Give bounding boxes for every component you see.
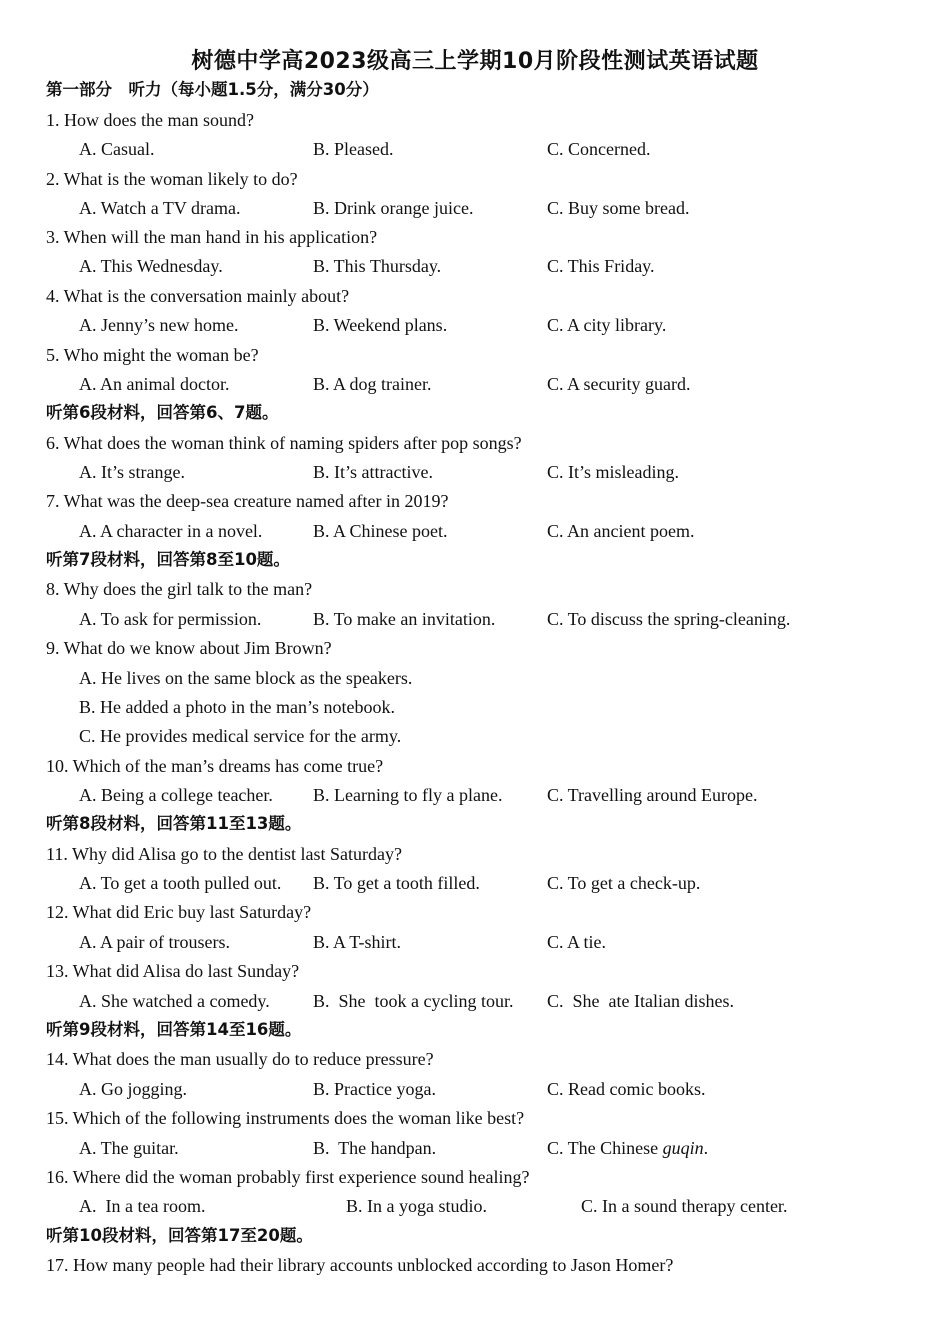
question-12: 12. What did Eric buy last Saturday?: [46, 902, 312, 922]
option-a: A. An animal doctor.: [79, 374, 230, 394]
option-c: C. This Friday.: [547, 256, 655, 276]
question-1: 1. How does the man sound?: [46, 110, 254, 130]
question-10: 10. Which of the man’s dreams has come true?: [46, 756, 384, 776]
question-6: 6. What does the woman think of naming spiders after pop songs?: [46, 433, 522, 453]
option-a: A. Watch a TV drama.: [79, 198, 241, 218]
option-a: A. Being a college teacher.: [79, 785, 273, 805]
option-c-end: .: [703, 1138, 709, 1158]
option-c: C. An ancient poem.: [547, 521, 695, 541]
option-c: C. It’s misleading.: [547, 462, 679, 482]
section-heading-6: 听第6段材料，回答第6、7题。: [46, 403, 279, 422]
option-a: A. A pair of trousers.: [79, 932, 230, 952]
option-c: C. Concerned.: [547, 139, 651, 159]
options-10: [0, 783, 950, 807]
question-2: 2. What is the woman likely to do?: [46, 169, 298, 189]
option-b: B. A dog trainer.: [313, 374, 432, 394]
option-b: B. She took a cycling tour.: [313, 991, 514, 1011]
option-a: A. She watched a comedy.: [79, 991, 270, 1011]
options-14: [0, 1077, 950, 1101]
option-c: C. In a sound therapy center.: [581, 1196, 788, 1216]
option-c-text: C. The Chinese: [547, 1138, 663, 1158]
option-a: A. Jenny’s new home.: [79, 315, 239, 335]
question-14: 14. What does the man usually do to reduce pressure?: [46, 1049, 434, 1069]
option-b: B. To make an invitation.: [313, 609, 496, 629]
option-b: B. It’s attractive.: [313, 462, 433, 482]
question-3: 3. When will the man hand in his application?: [46, 227, 378, 247]
option-c: C. Read comic books.: [547, 1079, 706, 1099]
options-7: [0, 519, 950, 543]
option-a: A. Casual.: [79, 139, 155, 159]
option-b: B. In a yoga studio.: [346, 1196, 487, 1216]
options-5: [0, 372, 950, 396]
option-b: B. He added a photo in the man’s notebook.: [79, 697, 395, 717]
option-c: C. A city library.: [547, 315, 667, 335]
options-3: [0, 254, 950, 278]
question-7: 7. What was the deep-sea creature named after in 2019?: [46, 491, 449, 511]
question-15: 15. Which of the following instruments does the woman like best?: [46, 1108, 525, 1128]
section-heading-7: 听第7段材料，回答第8至10题。: [46, 550, 290, 569]
option-b: B. Practice yoga.: [313, 1079, 436, 1099]
option-b: B. Drink orange juice.: [313, 198, 474, 218]
options-16: [0, 1194, 950, 1218]
part1-heading: 第一部分 听力（每小题1.5分，满分30分）: [46, 80, 379, 99]
option-a: A. To ask for permission.: [79, 609, 262, 629]
options-2: [0, 196, 950, 220]
option-c: C. To get a check-up.: [547, 873, 701, 893]
options-15: [0, 1136, 950, 1160]
question-9: 9. What do we know about Jim Brown?: [46, 638, 332, 658]
option-b: B. A T-shirt.: [313, 932, 402, 952]
question-11: 11. Why did Alisa go to the dentist last Saturday?: [46, 844, 402, 864]
question-4: 4. What is the conversation mainly about?: [46, 286, 350, 306]
option-b: B. A Chinese poet.: [313, 521, 448, 541]
question-8: 8. Why does the girl talk to the man?: [46, 579, 313, 599]
option-c: [547, 1136, 708, 1160]
options-12: [0, 930, 950, 954]
option-a: A. A character in a novel.: [79, 521, 263, 541]
options-11: [0, 871, 950, 895]
section-heading-9: 听第9段材料，回答第14至16题。: [46, 1020, 302, 1039]
option-a: A. To get a tooth pulled out.: [79, 873, 282, 893]
section-heading-10: 听第10段材料，回答第17至20题。: [46, 1226, 313, 1245]
option-a: A. The guitar.: [79, 1138, 179, 1158]
option-c: C. Buy some bread.: [547, 198, 690, 218]
option-c: C. A tie.: [547, 932, 607, 952]
options-8: [0, 607, 950, 631]
option-a: A. He lives on the same block as the speakers.: [79, 668, 413, 688]
option-a: A. This Wednesday.: [79, 256, 223, 276]
option-b: B. Learning to fly a plane.: [313, 785, 503, 805]
option-a: A. It’s strange.: [79, 462, 185, 482]
question-16: 16. Where did the woman probably first experience sound healing?: [46, 1167, 530, 1187]
option-b: B. To get a tooth filled.: [313, 873, 480, 893]
option-c: C. Travelling around Europe.: [547, 785, 758, 805]
option-b: B. Pleased.: [313, 139, 394, 159]
section-heading-8: 听第8段材料，回答第11至13题。: [46, 814, 302, 833]
option-a: A. Go jogging.: [79, 1079, 187, 1099]
question-13: 13. What did Alisa do last Sunday?: [46, 961, 300, 981]
option-c: C. He provides medical service for the army.: [79, 726, 402, 746]
options-4: [0, 313, 950, 337]
option-b: B. Weekend plans.: [313, 315, 448, 335]
option-b: B. The handpan.: [313, 1138, 437, 1158]
option-c: C. A security guard.: [547, 374, 691, 394]
option-b: B. This Thursday.: [313, 256, 442, 276]
options-1: [0, 137, 950, 161]
option-c-italic: guqin: [662, 1138, 704, 1158]
page-title: 树德中学高2023级高三上学期10月阶段性测试英语试题: [191, 49, 759, 74]
question-17: 17. How many people had their library accounts unblocked according to Jason Homer?: [46, 1255, 674, 1275]
option-c: C. To discuss the spring-cleaning.: [547, 609, 791, 629]
options-6: [0, 460, 950, 484]
option-a: A. In a tea room.: [79, 1196, 206, 1216]
options-13: [0, 989, 950, 1013]
option-c: C. She ate Italian dishes.: [547, 991, 734, 1011]
question-5: 5. Who might the woman be?: [46, 345, 259, 365]
